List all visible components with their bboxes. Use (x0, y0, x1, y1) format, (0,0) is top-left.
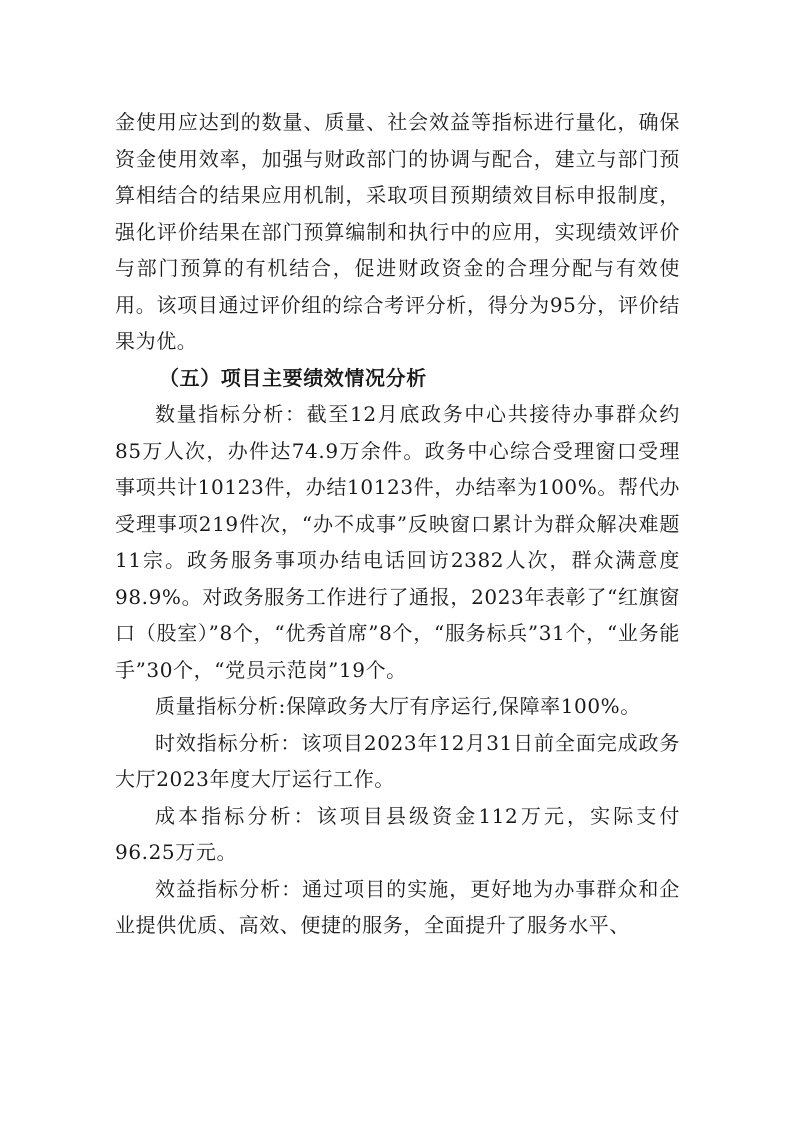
document-page (115, 104, 680, 944)
timeliness-indicator-paragraph: 时效指标分析：该项目2023年12月31日前全面完成政务大厅2023年度大厅运行工作。 (115, 730, 680, 791)
benefit-indicator-paragraph: 效益指标分析：通过项目的实施，更好地为办事群众和企业提供优质、高效、便捷的服务，全面提升了服务水平、 (115, 876, 680, 937)
cost-indicator-paragraph: 成本指标分析：该项目县级资金112万元，实际支付96.25万元。 (115, 803, 680, 864)
body-paragraph-continued: 金使用应达到的数量、质量、社会效益等指标进行量化，确保资金使用效率，加强与财政部门的协调与配合，建立与部门预算相结合的结果应用机制，采取项目预期绩效目标申报制度，强化评价结果在部门预算编制和执行中的应用，实现绩效评价与部门预算的有机结合，促进财政资金的合理分配与有效使用。该项目通过评价组的综合考评分析，得分为95分，评价结果为优。 (115, 110, 680, 353)
section-heading: （五）项目主要绩效情况分析 (159, 365, 427, 390)
quality-indicator-paragraph: 质量指标分析:保障政务大厅有序运行,保障率100%。 (155, 694, 641, 718)
quantity-indicator-paragraph: 数量指标分析：截至12月底政务中心共接待办事群众约85万人次，办件达74.9万余件。政务中心综合受理窗口受理事项共计10123件，办结10123件，办结率为100%。帮代办受理事项219件次，“办不成事”反映窗口累计为群众解决难题11宗。政务服务事项办结电话回访2382人次，群众满意度98.9%。对政务服务工作进行了通报，2023年表彰了“红旗窗口（股室）”8个，“优秀首席”8个，“服务标兵”31个，“业务能手”30个，“党员示范岗”19个。 (115, 402, 680, 682)
